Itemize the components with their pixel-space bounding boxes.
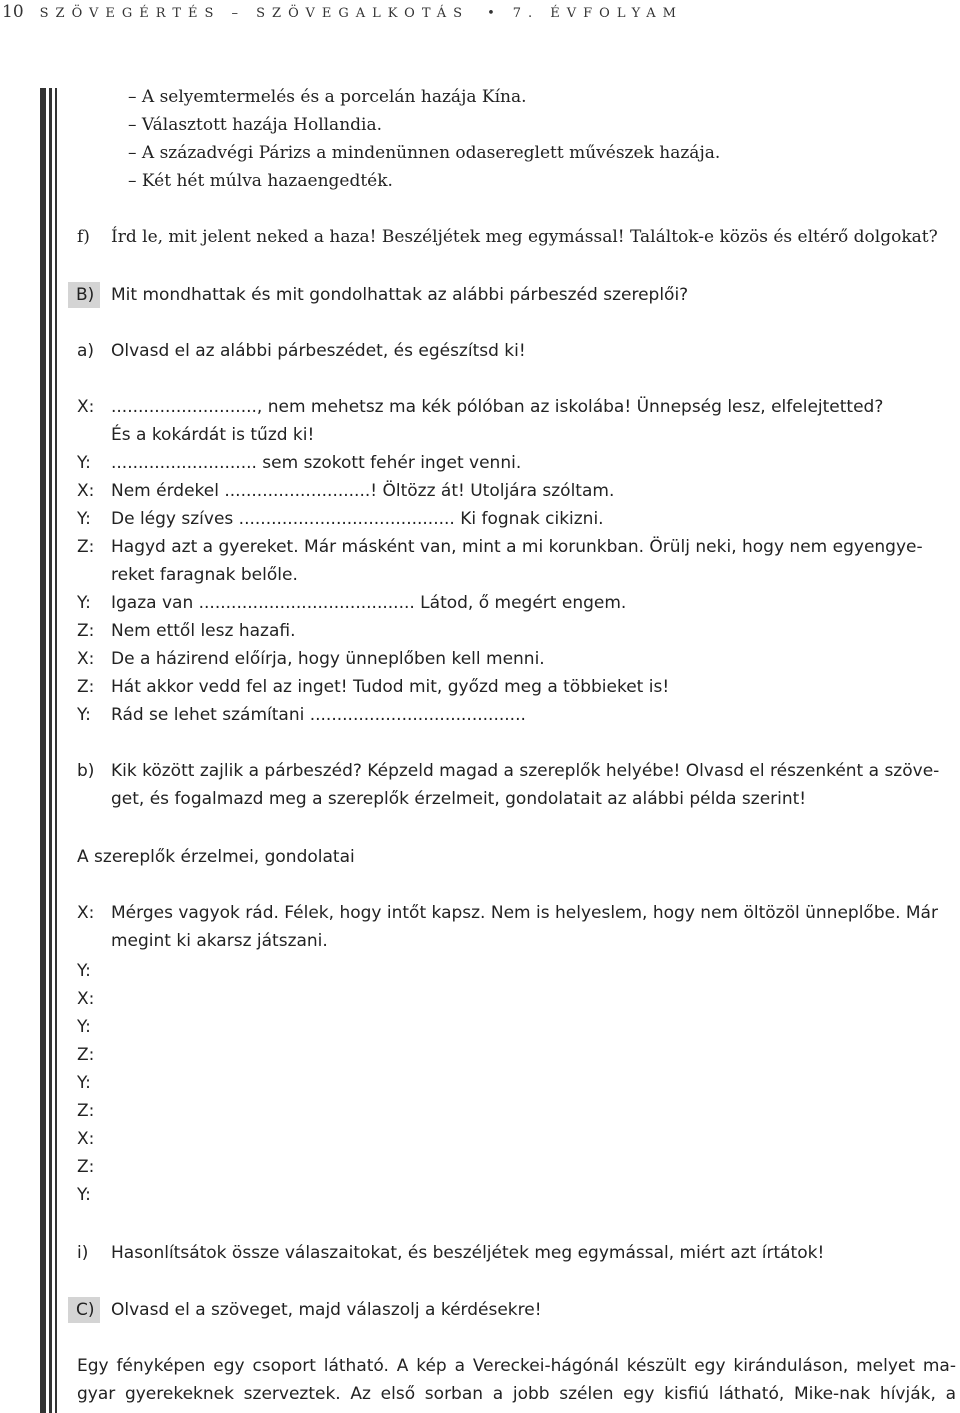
page-number: 10: [2, 2, 24, 22]
dash-item: – A selyemtermelés és a porcelán hazája Kína.: [128, 87, 527, 107]
example-line: megint ki akarsz játszani.: [111, 931, 328, 951]
speaker-label: Y:: [77, 509, 91, 529]
task-f-label: f): [77, 227, 90, 247]
dialogue-line: Rád se lehet számítani ........................................: [111, 705, 526, 725]
header-bullet: •: [487, 6, 495, 21]
speaker-label: X:: [77, 1129, 95, 1149]
dialogue-line: ........................... sem szokott fehér inget venni.: [111, 453, 522, 473]
dialogue-line: ..........................., nem mehetsz ma kék pólóban az iskolába! Ünnepség lesz, elfelejtetted?: [111, 397, 884, 417]
task-a-label: a): [77, 341, 95, 361]
dialogue-line: De légy szíves ........................................ Ki fognak cikizni.: [111, 509, 604, 529]
feelings-heading: A szereplők érzelmei, gondolatai: [77, 847, 355, 867]
speaker-label: X:: [77, 903, 95, 923]
speaker-label: X:: [77, 481, 95, 501]
dash-item: – Két hét múlva hazaengedték.: [128, 171, 393, 191]
dialogue-line: Igaza van ........................................ Látod, ő megért engem.: [111, 593, 627, 613]
speaker-label: Z:: [77, 1101, 95, 1121]
example-line: Mérges vagyok rád. Félek, hogy intőt kapsz. Nem is helyeslem, hogy nem öltözöl ünneplőbe. Már: [111, 903, 938, 923]
task-f-text: Írd le, mit jelent neked a haza! Beszéljétek meg egymással! Találtok-e közös és eltérő dolgokat?: [111, 227, 938, 247]
speaker-label: Y:: [77, 593, 91, 613]
section-c-text: Olvasd el a szöveget, majd válaszolj a kérdésekre!: [111, 1300, 542, 1320]
speaker-label: Y:: [77, 705, 91, 725]
section-b-text: Mit mondhattak és mit gondolhattak az alábbi párbeszéd szereplői?: [111, 285, 689, 305]
dialogue-line: Hát akkor vedd fel az inget! Tudod mit, győzd meg a többieket is!: [111, 677, 670, 697]
speaker-label: Y:: [77, 1185, 91, 1205]
margin-bars: [40, 88, 64, 1413]
speaker-label: Y:: [77, 961, 91, 981]
speaker-label: Y:: [77, 1017, 91, 1037]
speaker-label: Z:: [77, 1157, 95, 1177]
speaker-label: Y:: [77, 1073, 91, 1093]
speaker-label: X:: [77, 989, 95, 1009]
speaker-label: X:: [77, 397, 95, 417]
dash-item: – Választott hazája Hollandia.: [128, 115, 383, 135]
section-c-label: C): [68, 1297, 100, 1323]
header-grade: 7. ÉVFOLYAM: [512, 6, 683, 21]
speaker-label: Z:: [77, 537, 95, 557]
reading-line: Egy fényképen egy csoport látható. A kép a Vereckei-hágónál készült egy kiránduláson, melyet ma-: [77, 1356, 956, 1376]
dialogue-line: És a kokárdát is tűzd ki!: [111, 425, 315, 445]
speaker-label: Y:: [77, 453, 91, 473]
task-b-line: get, és fogalmazd meg a szereplők érzelmeit, gondolatait az alábbi példa szerint!: [111, 789, 807, 809]
task-i-text: Hasonlítsátok össze válaszaitokat, és beszéljétek meg egymással, miért azt írtátok!: [111, 1243, 825, 1263]
task-b-line: Kik között zajlik a párbeszéd? Képzeld magad a szereplők helyébe! Olvasd el részenként a szöve-: [111, 761, 940, 781]
dialogue-line: Hagyd azt a gyereket. Már másként van, mint a mi korunkban. Örülj neki, hogy nem egyengye-: [111, 537, 923, 557]
speaker-label: Z:: [77, 677, 95, 697]
task-i-label: i): [77, 1243, 89, 1263]
dialogue-line: reket faragnak belőle.: [111, 565, 298, 585]
header-title: SZÖVEGÉRTÉS – SZÖVEGALKOTÁS: [39, 6, 470, 21]
speaker-label: X:: [77, 649, 95, 669]
dash-item: – A századvégi Párizs a mindenünnen odasereglett művészek hazája.: [128, 143, 721, 163]
task-b-label: b): [77, 761, 95, 781]
speaker-label: Z:: [77, 1045, 95, 1065]
page-header: [2, 2, 960, 24]
section-b-label: B): [68, 282, 100, 308]
dialogue-line: De a házirend előírja, hogy ünneplőben kell menni.: [111, 649, 545, 669]
reading-line: gyar gyerekeknek szerveztek. Az első sorban a jobb szélen egy kisfiú látható, Mike-nak hívják, a: [77, 1384, 956, 1404]
dialogue-line: Nem ettől lesz hazafi.: [111, 621, 296, 641]
task-a-text: Olvasd el az alábbi párbeszédet, és egészítsd ki!: [111, 341, 526, 361]
speaker-label: Z:: [77, 621, 95, 641]
dialogue-line: Nem érdekel ...........................! Öltözz át! Utoljára szóltam.: [111, 481, 615, 501]
